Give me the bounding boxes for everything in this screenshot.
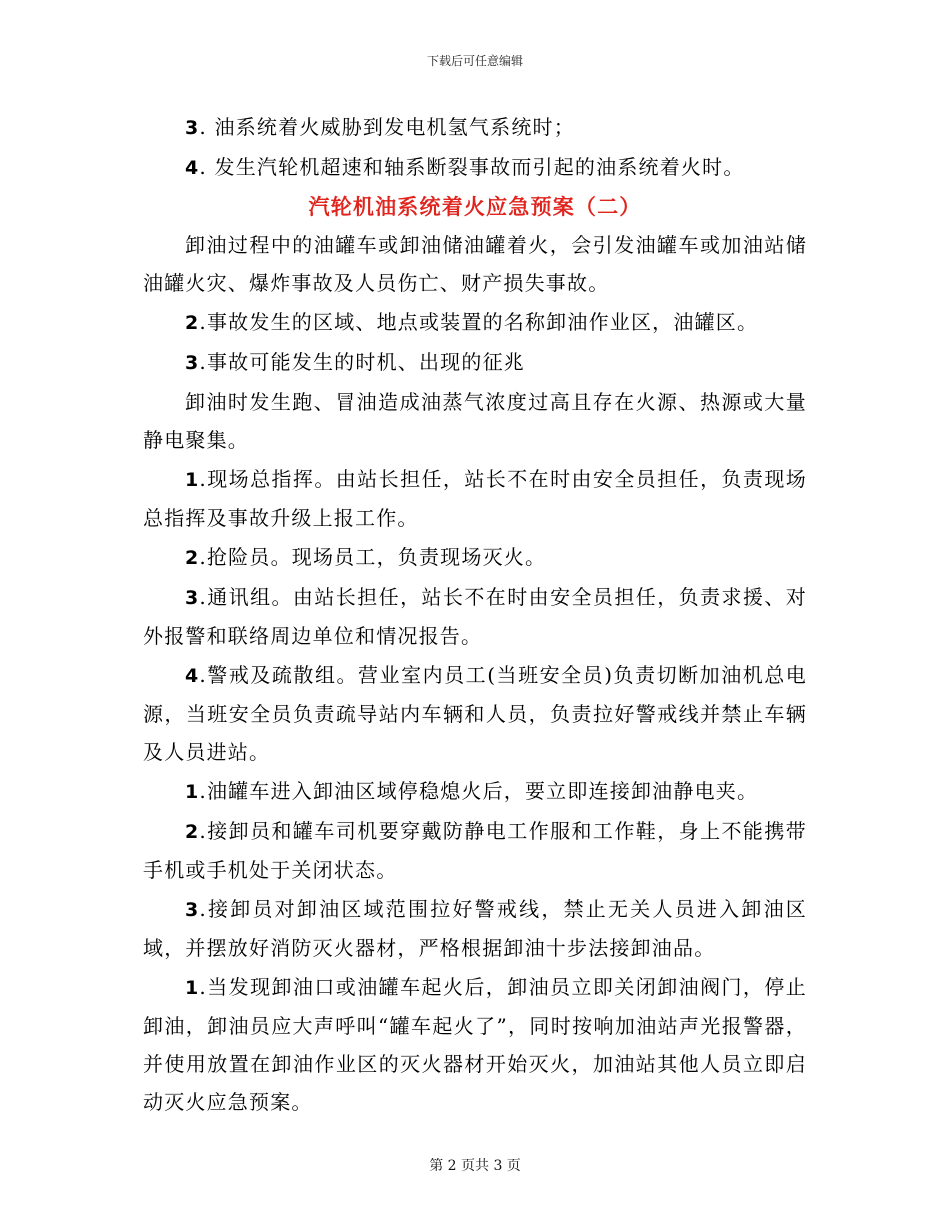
item-paragraph <box>143 343 807 382</box>
item-paragraph <box>143 812 807 889</box>
item-text: .事故发生的区域、地点或装置的名称卸油作业区，油罐区。 <box>199 310 759 334</box>
item-number: 2 <box>185 821 200 843</box>
item-paragraph <box>143 772 807 811</box>
item-number: 2 <box>185 547 200 569</box>
section-title: 汽轮机油系统着火应急预案（二） <box>308 194 642 219</box>
page-footer: 第 2 页共 3 页 <box>429 1158 521 1174</box>
item-paragraph <box>143 108 807 147</box>
item-number: 3 <box>185 899 200 921</box>
item-text: .当发现卸油口或油罐车起火后，卸油员立即关闭卸油阀门，停止卸油，卸油员应大声呼叫“罐车起火了”，同时按响加油站声光报警器，并使用放置在卸油作业区的灭火器材开始灭火，加油站其他人员立即启动灭火应急预案。 <box>143 975 807 1114</box>
item-number: 3 <box>185 352 200 374</box>
document-body <box>143 108 807 1122</box>
item-paragraph <box>143 578 807 655</box>
item-paragraph <box>143 968 807 1121</box>
page-header: 下载后可任意编辑 <box>426 54 523 68</box>
item-number: 3 <box>185 587 200 609</box>
item-paragraph <box>143 460 807 537</box>
item-text: 卸油过程中的油罐车或卸油储油罐着火，会引发油罐车或加油站储油罐火灾、爆炸事故及人员伤亡、财产损失事故。 <box>143 233 807 295</box>
body-paragraph <box>143 226 807 302</box>
item-number: 1 <box>185 781 200 803</box>
item-number: 3 <box>185 117 200 139</box>
body-paragraph <box>143 383 807 459</box>
item-number: 1 <box>185 977 200 999</box>
item-text: .现场总指挥。由站长担任，站长不在时由安全员担任，负责现场总指挥及事故升级上报工作。 <box>143 467 807 530</box>
item-text: .警戒及疏散组。营业室内员工(当班安全员)负责切断加油机总电源，当班安全员负责疏导站内车辆和人员，负责拉好警戒线并禁止车辆及人员进站。 <box>143 663 807 764</box>
item-paragraph <box>143 890 807 967</box>
item-text: . 油系统着火威胁到发电机氢气系统时； <box>199 115 575 139</box>
item-text: .接卸员对卸油区域范围拉好警戒线，禁止无关人员进入卸油区域，并摆放好消防灭火器材，严格根据卸油十步法接卸油品。 <box>143 897 807 960</box>
item-paragraph <box>143 303 807 342</box>
item-number: 4 <box>185 157 200 179</box>
item-text: .接卸员和罐车司机要穿戴防静电工作服和工作鞋，身上不能携带手机或手机处于关闭状态。 <box>143 819 807 882</box>
item-text: . 发生汽轮机超速和轴系断裂事故而引起的油系统着火时。 <box>199 155 745 179</box>
item-paragraph <box>143 538 807 577</box>
item-number: 4 <box>185 665 200 687</box>
item-paragraph <box>143 148 807 187</box>
item-number: 1 <box>185 469 200 491</box>
item-text: 卸油时发生跑、冒油造成油蒸气浓度过高且存在火源、热源或大量静电聚集。 <box>143 390 807 452</box>
item-text: .抢险员。现场员工，负责现场灭火。 <box>199 545 547 569</box>
item-text: .事故可能发生的时机、出现的征兆 <box>199 350 525 374</box>
item-paragraph <box>143 656 807 771</box>
item-number: 2 <box>185 312 200 334</box>
item-text: .油罐车进入卸油区域停稳熄火后，要立即连接卸油静电夹。 <box>199 779 759 803</box>
item-text: .通讯组。由站长担任，站长不在时由安全员担任，负责求援、对外报警和联络周边单位和情况报告。 <box>143 585 807 648</box>
